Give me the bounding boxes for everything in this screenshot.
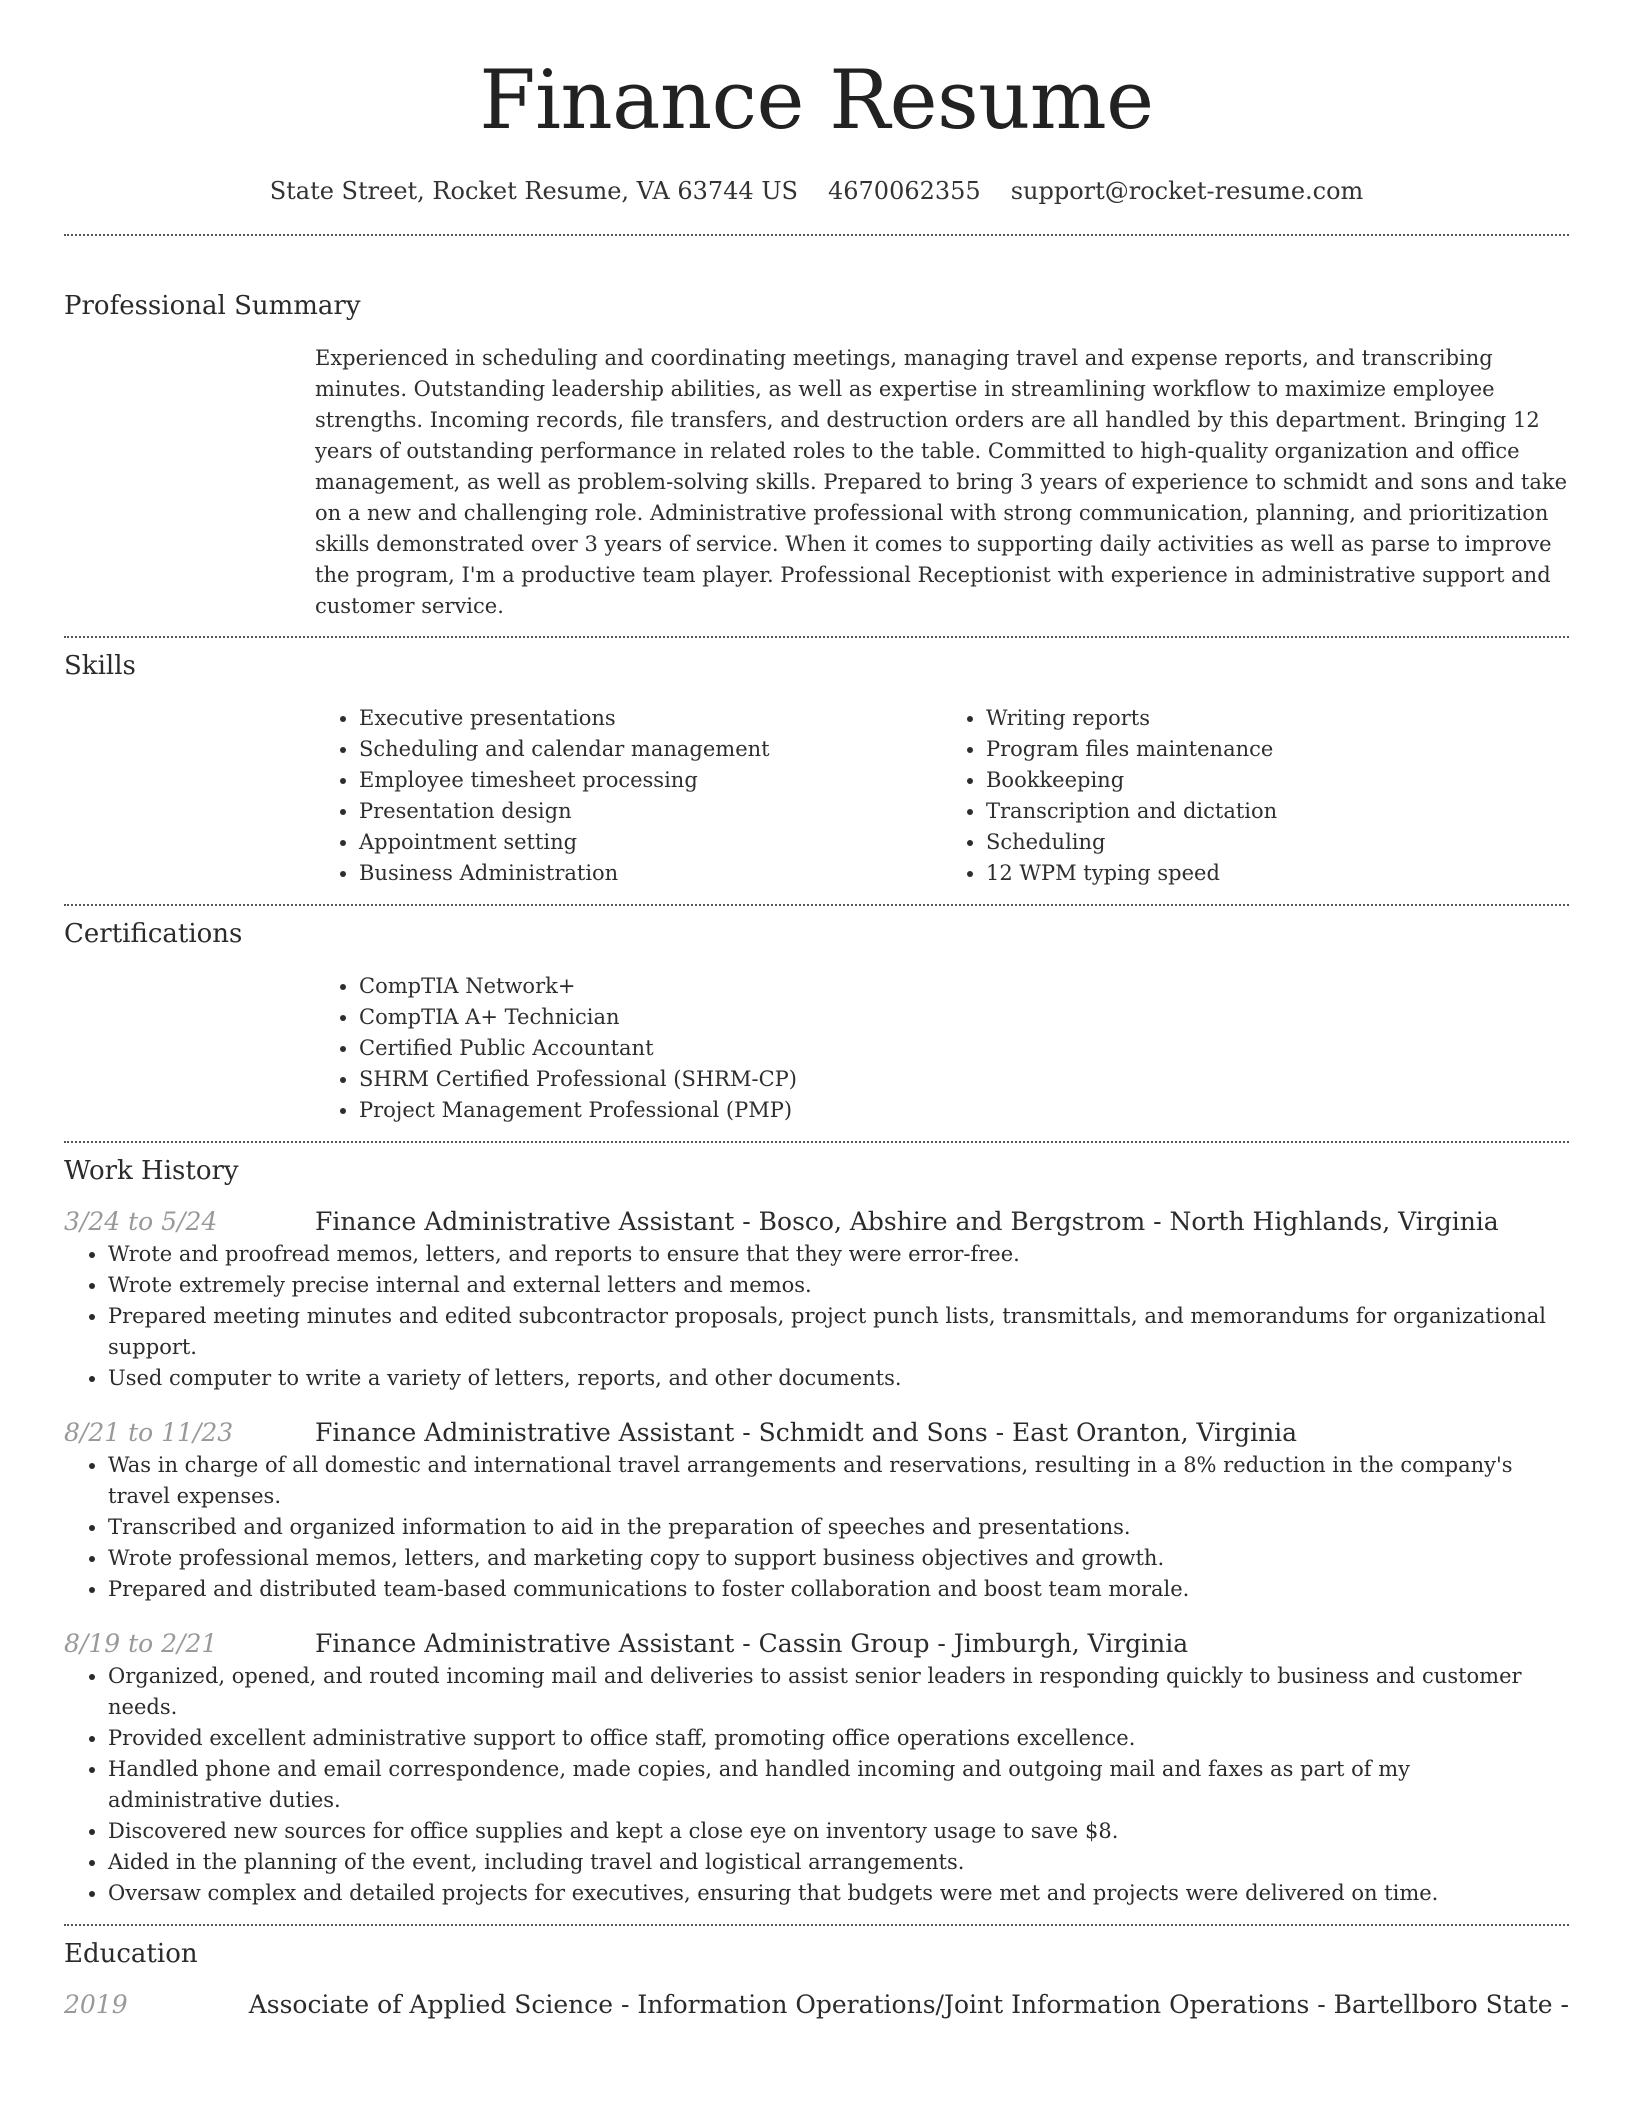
skill-item: • Business Administration [359,858,942,889]
work-title: Work History [64,1156,239,1186]
education-section [64,1937,1569,2022]
skill-item: • Writing reports [986,703,1569,734]
skills-list-right [942,703,1569,889]
skill-item: • Bookkeeping [986,765,1569,796]
job-bullets [64,1450,1569,1605]
skill-item: • 12 WPM typing speed [986,858,1569,889]
summary-body [315,343,1569,622]
education-date: 2019 [64,1990,128,2019]
job-entry [64,1205,1569,1394]
job-bullet: • Organized, opened, and routed incoming mail and deliveries to assist senior leaders in responding quickly to business and customer needs. [108,1661,1569,1723]
certification-item: • CompTIA A+ Technician [359,1002,1569,1033]
skill-item: • Transcription and dictation [986,796,1569,827]
job-title: Finance Administrative Assistant - Bosco, Abshire and Bergstrom - North Highlands, Virginia [315,1207,1499,1236]
job-dates: 8/19 to 2/21 [64,1629,218,1658]
skills-list-left [315,703,942,889]
job-header [64,1416,1569,1450]
skill-item: • Appointment setting [359,827,942,858]
section-divider [64,904,1569,906]
skills-title: Skills [64,651,136,681]
skill-item: • Program files maintenance [986,734,1569,765]
job-entry [64,1416,1569,1605]
skill-item: • Presentation design [359,796,942,827]
education-header [64,1988,1569,2022]
job-bullets [64,1661,1569,1909]
job-bullet: • Handled phone and email correspondence, made copies, and handled incoming and outgoing mail and faxes as part of my administrative duties. [108,1754,1569,1816]
skill-item: • Scheduling [986,827,1569,858]
job-title: Finance Administrative Assistant - Cassin Group - Jimburgh, Virginia [315,1629,1189,1658]
job-bullet: • Wrote and proofread memos, letters, and reports to ensure that they were error-free. [108,1239,1569,1270]
resume-page [64,0,1569,2022]
skills-section [64,649,1569,889]
contact-line [64,175,1569,207]
section-divider [64,1141,1569,1143]
job-dates: 8/21 to 11/23 [64,1418,234,1447]
job-bullet: • Prepared meeting minutes and edited subcontractor proposals, project punch lists, transmittals, and memorandums for organizational support. [108,1301,1569,1363]
skill-item: • Scheduling and calendar management [359,734,942,765]
job-bullet: • Used computer to write a variety of letters, reports, and other documents. [108,1363,1569,1394]
summary-text: Experienced in scheduling and coordinating meetings, managing travel and expense reports, and transcribing minutes. Outstanding leadership abilities, as well as expertise in streamlining workflow to maximize employee strengths. Incoming records, file transfers, and destruction orders are all handled by this department. Bringing 12 years of outstanding performance in related roles to the table. Committed to high-quality organization and office management, as well as problem-solving skills. Prepared to bring 3 years of experience to schmidt and sons and take on a new and challenging role. Administrative professional with strong communication, planning, and prioritization skills demonstrated over 3 years of service. When it comes to supporting daily activities as well as parse to improve the program, I'm a productive team player. Professional Receptionist with experience in administrative support and customer service. [315,346,1568,618]
skills-grid [315,703,1569,889]
skill-item: • Employee timesheet processing [359,765,942,796]
job-bullets [64,1239,1569,1394]
education-title: Education [64,1939,198,1969]
resume-name: Finance Resume [479,54,1154,148]
summary-section [64,289,1569,622]
job-bullet: • Wrote extremely precise internal and external letters and memos. [108,1270,1569,1301]
job-header [64,1205,1569,1239]
contact-phone: 4670062355 [827,177,981,205]
section-divider [64,636,1569,638]
job-bullet: • Was in charge of all domestic and international travel arrangements and reservations, resulting in a 8% reduction in the company's travel expenses. [108,1450,1569,1512]
contact-address: State Street, Rocket Resume, VA 63744 US [269,177,798,205]
certification-item: • SHRM Certified Professional (SHRM-CP) [359,1064,1569,1095]
job-entry [64,1627,1569,1909]
certification-item: • CompTIA Network+ [359,971,1569,1002]
education-title-line: Associate of Applied Science - Information Operations/Joint Information Operations - Bartellboro State - [248,1990,1569,2019]
certifications-title: Certifications [64,919,243,949]
job-header [64,1627,1569,1661]
job-bullet: • Wrote professional memos, letters, and marketing copy to support business objectives and growth. [108,1543,1569,1574]
job-bullet: • Transcribed and organized information to aid in the preparation of speeches and presentations. [108,1512,1569,1543]
contact-email: support@rocket-resume.com [1010,177,1364,205]
certification-item: • Project Management Professional (PMP) [359,1095,1569,1126]
education-entry [64,1988,1569,2022]
job-bullet: • Discovered new sources for office supplies and kept a close eye on inventory usage to save $8. [108,1816,1569,1847]
section-divider [64,234,1569,236]
certification-item: • Certified Public Accountant [359,1033,1569,1064]
skill-item: • Executive presentations [359,703,942,734]
work-section [64,1154,1569,1909]
job-title: Finance Administrative Assistant - Schmidt and Sons - East Oranton, Virginia [315,1418,1298,1447]
job-bullet: • Prepared and distributed team-based communications to foster collaboration and boost team morale. [108,1574,1569,1605]
job-bullet: • Provided excellent administrative support to office staff, promoting office operations excellence. [108,1723,1569,1754]
summary-title: Professional Summary [64,291,361,321]
job-bullet: • Oversaw complex and detailed projects for executives, ensuring that budgets were met and projects were delivered on time. [108,1878,1569,1909]
job-dates: 3/24 to 5/24 [64,1207,218,1236]
section-divider [64,1924,1569,1926]
certifications-body [315,971,1569,1126]
job-bullet: • Aided in the planning of the event, including travel and logistical arrangements. [108,1847,1569,1878]
certifications-section [64,917,1569,1126]
certifications-list [315,971,1569,1126]
